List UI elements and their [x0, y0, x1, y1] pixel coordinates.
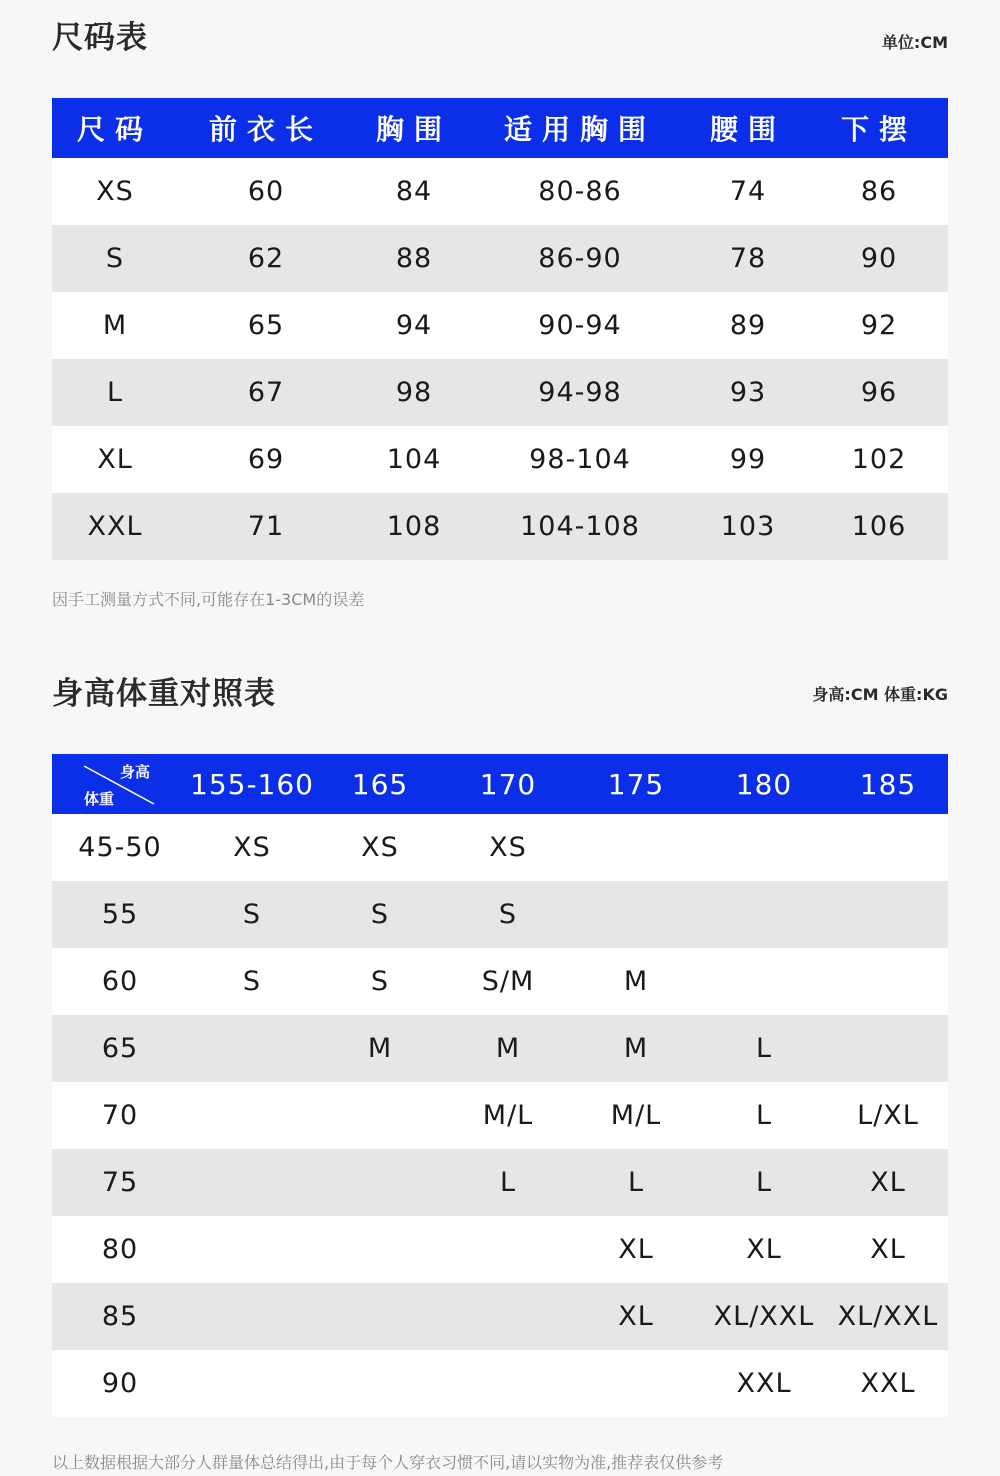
size-value-cell: 88 — [395, 243, 433, 274]
size-value-cell: 71 — [247, 511, 285, 542]
recommended-size-cell — [188, 1283, 316, 1350]
height-weight-unit: 身高:CM 体重:KG — [812, 685, 948, 704]
size-value-cell: 92 — [860, 310, 898, 341]
weight-label-cell: 60 — [101, 966, 139, 997]
size-value-cell: 86-90 — [538, 243, 622, 274]
size-label-cell: S — [105, 243, 125, 274]
recommended-size-cell — [700, 948, 828, 1015]
recommended-size-cell: XXL — [736, 1368, 792, 1399]
corner-height-label: 身高 — [120, 763, 151, 781]
height-header-cell: 165 — [351, 767, 409, 801]
size-label-cell: M — [102, 310, 128, 341]
size-header-cell: 适用胸围 — [503, 113, 656, 146]
weight-label-cell: 75 — [101, 1167, 139, 1198]
height-weight-row — [52, 1283, 948, 1350]
recommended-size-cell: M/L — [482, 1100, 534, 1131]
size-header-cell: 下摆 — [840, 113, 917, 146]
weight-label-cell: 55 — [101, 899, 139, 930]
recommended-size-cell — [188, 1015, 316, 1082]
recommended-size-cell: L — [499, 1167, 517, 1198]
recommended-size-cell — [572, 814, 700, 881]
recommended-size-cell: S — [242, 899, 262, 930]
size-chart-title: 尺码表 — [52, 20, 148, 56]
recommended-size-cell — [316, 1216, 444, 1283]
height-weight-row — [52, 1216, 948, 1283]
height-weight-row — [52, 948, 948, 1015]
size-value-cell: 96 — [860, 377, 898, 408]
size-value-cell: 99 — [729, 444, 767, 475]
recommended-size-cell — [444, 1216, 572, 1283]
recommended-size-cell — [316, 1350, 444, 1417]
recommended-size-cell: L — [627, 1167, 645, 1198]
size-header-cell: 尺码 — [76, 113, 153, 146]
recommended-size-cell — [188, 1082, 316, 1149]
size-table-row — [52, 292, 948, 359]
weight-label-cell: 90 — [101, 1368, 139, 1399]
recommended-size-cell: XXL — [860, 1368, 916, 1399]
height-weight-row — [52, 1082, 948, 1149]
size-value-cell: 94-98 — [538, 377, 622, 408]
recommended-size-cell: XL — [870, 1167, 906, 1198]
height-header-cell: 170 — [479, 767, 537, 801]
weight-label-cell: 85 — [101, 1301, 139, 1332]
size-chart-table — [52, 98, 948, 560]
recommended-size-cell — [316, 1149, 444, 1216]
size-value-cell: 94 — [395, 310, 433, 341]
recommended-size-cell: XL — [870, 1234, 906, 1265]
recommended-size-cell: XL — [746, 1234, 782, 1265]
recommended-size-cell — [828, 1015, 948, 1082]
height-weight-row — [52, 814, 948, 881]
recommended-size-cell: M — [367, 1033, 393, 1064]
size-value-cell: 104-108 — [520, 511, 640, 542]
recommended-size-cell: L — [755, 1167, 773, 1198]
height-header-cell: 185 — [859, 767, 917, 801]
recommended-size-cell — [188, 1350, 316, 1417]
size-value-cell: 80-86 — [538, 176, 622, 207]
height-header-cell: 175 — [607, 767, 665, 801]
recommended-size-cell: XS — [361, 832, 399, 863]
size-value-cell: 67 — [247, 377, 285, 408]
recommended-size-cell — [828, 948, 948, 1015]
corner-header-cell — [52, 754, 188, 814]
size-chart-note: 因手工测量方式不同,可能存在1-3CM的误差 — [52, 590, 365, 609]
recommended-size-cell — [188, 1216, 316, 1283]
size-value-cell: 106 — [851, 511, 907, 542]
recommended-size-cell: XL/XXL — [837, 1301, 939, 1332]
size-value-cell: 62 — [247, 243, 285, 274]
size-value-cell: 74 — [729, 176, 767, 207]
recommended-size-cell: S — [370, 899, 390, 930]
recommended-size-cell — [444, 1350, 572, 1417]
recommended-size-cell: M — [495, 1033, 521, 1064]
recommended-size-cell — [828, 814, 948, 881]
recommended-size-cell — [700, 881, 828, 948]
recommended-size-cell: XL — [618, 1234, 654, 1265]
height-weight-row — [52, 1350, 948, 1417]
recommended-size-cell — [316, 1283, 444, 1350]
recommended-size-cell — [700, 814, 828, 881]
size-value-cell: 90 — [860, 243, 898, 274]
size-table-row — [52, 158, 948, 225]
recommended-size-cell: M — [623, 1033, 649, 1064]
recommended-size-cell — [572, 1350, 700, 1417]
size-chart-body — [52, 158, 948, 560]
size-value-cell: 98-104 — [529, 444, 631, 475]
size-value-cell: 69 — [247, 444, 285, 475]
size-table-row — [52, 359, 948, 426]
recommended-size-cell: L — [755, 1033, 773, 1064]
height-weight-row — [52, 1015, 948, 1082]
recommended-size-cell: L — [755, 1100, 773, 1131]
size-label-cell: L — [106, 377, 124, 408]
size-label-cell: XXL — [87, 511, 143, 542]
size-value-cell: 93 — [729, 377, 767, 408]
weight-label-cell: 65 — [101, 1033, 139, 1064]
size-table-row — [52, 225, 948, 292]
size-header-cell: 腰围 — [709, 113, 786, 146]
height-weight-row — [52, 1149, 948, 1216]
size-chart-unit: 单位:CM — [881, 33, 948, 52]
size-value-cell: 84 — [395, 176, 433, 207]
size-value-cell: 104 — [386, 444, 442, 475]
recommended-size-cell: M — [623, 966, 649, 997]
size-header-cell: 前衣长 — [208, 113, 323, 146]
size-chart-header-row — [52, 98, 948, 158]
recommended-size-cell: XL/XXL — [713, 1301, 815, 1332]
size-value-cell: 65 — [247, 310, 285, 341]
recommended-size-cell — [444, 1283, 572, 1350]
size-table-row — [52, 426, 948, 493]
recommended-size-cell — [572, 881, 700, 948]
recommended-size-cell: XS — [233, 832, 271, 863]
size-label-cell: XL — [97, 444, 133, 475]
recommended-size-cell: XL — [618, 1301, 654, 1332]
size-value-cell: 108 — [386, 511, 442, 542]
height-weight-body — [52, 814, 948, 1417]
height-header-cell: 155-160 — [190, 767, 314, 801]
recommended-size-cell: S/M — [481, 966, 535, 997]
weight-label-cell: 45-50 — [78, 832, 162, 863]
size-value-cell: 89 — [729, 310, 767, 341]
height-weight-row — [52, 881, 948, 948]
height-weight-note: 以上数据根据大部分人群量体总结得出,由于每个人穿衣习惯不同,请以实物为准,推荐表仅供参考 — [52, 1453, 724, 1472]
size-value-cell: 103 — [720, 511, 776, 542]
recommended-size-cell: XS — [489, 832, 527, 863]
recommended-size-cell — [316, 1082, 444, 1149]
weight-label-cell: 80 — [101, 1234, 139, 1265]
recommended-size-cell: L/XL — [857, 1100, 919, 1131]
size-value-cell: 102 — [851, 444, 907, 475]
size-value-cell: 98 — [395, 377, 433, 408]
recommended-size-cell: S — [498, 899, 518, 930]
recommended-size-cell — [828, 881, 948, 948]
recommended-size-cell: M/L — [610, 1100, 662, 1131]
recommended-size-cell: S — [242, 966, 262, 997]
height-weight-table — [52, 754, 948, 1417]
weight-label-cell: 70 — [101, 1100, 139, 1131]
height-header-cell: 180 — [735, 767, 793, 801]
size-value-cell: 90-94 — [538, 310, 622, 341]
size-value-cell: 78 — [729, 243, 767, 274]
corner-weight-label: 体重 — [84, 790, 115, 808]
height-weight-header-row — [52, 754, 948, 814]
height-weight-title: 身高体重对照表 — [52, 676, 276, 712]
size-header-cell: 胸围 — [375, 113, 452, 146]
size-value-cell: 60 — [247, 176, 285, 207]
size-label-cell: XS — [96, 176, 134, 207]
size-table-row — [52, 493, 948, 560]
recommended-size-cell — [188, 1149, 316, 1216]
size-value-cell: 86 — [860, 176, 898, 207]
recommended-size-cell: S — [370, 966, 390, 997]
